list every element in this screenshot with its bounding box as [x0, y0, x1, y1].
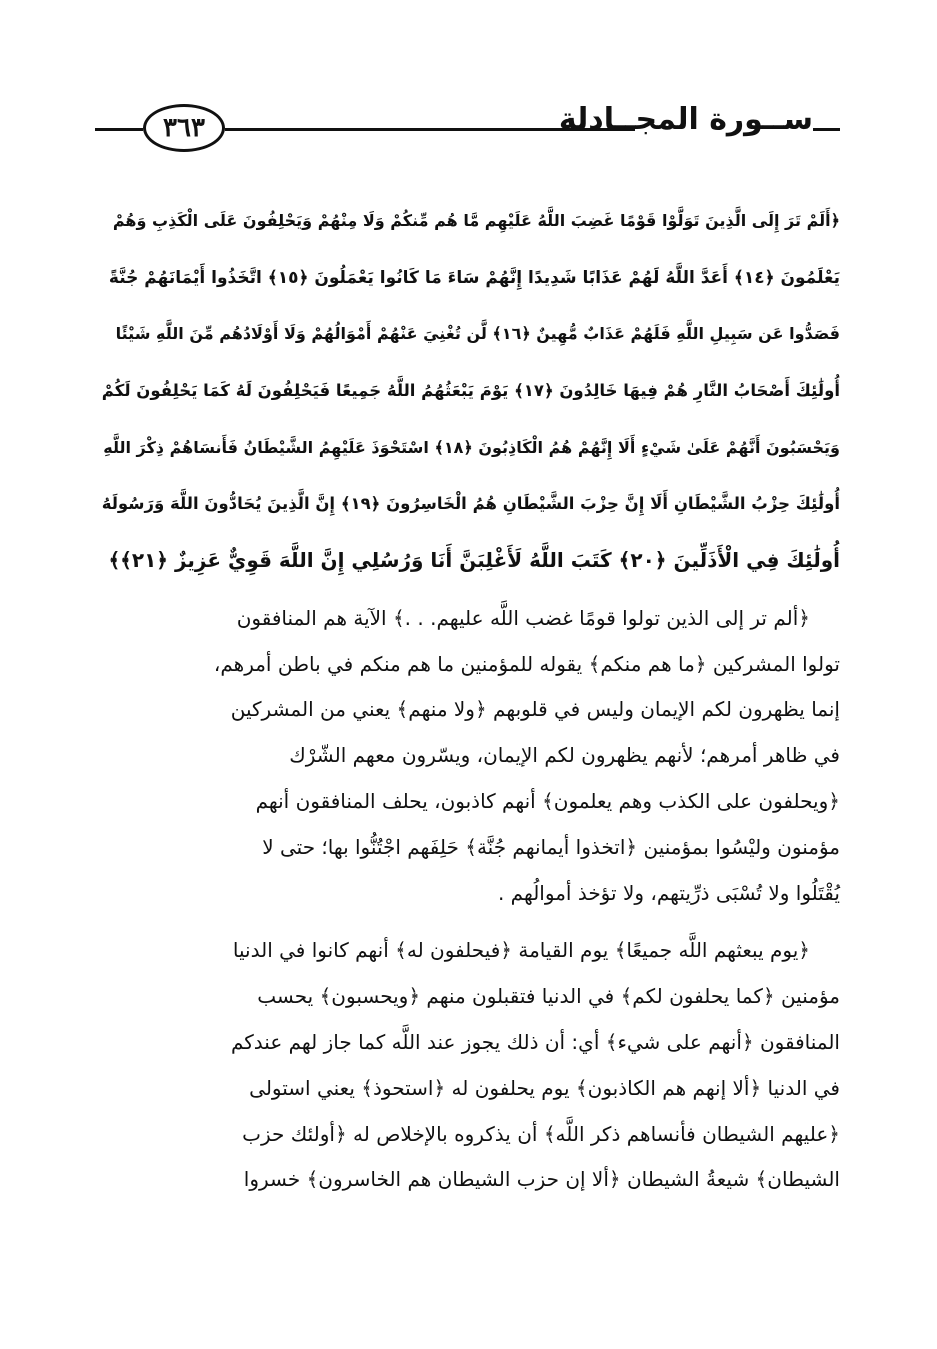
tafsir-paragraph	[95, 595, 840, 916]
tafsir-line: المنافقون ﴿أنهم على شيء﴾ أي: أن ذلك يجوز عند اللَّه كما جاز لهم عندكم	[230, 1030, 840, 1055]
tafsir-line: ﴿ويحلفون على الكذب وهم يعلمون﴾ أنهم كاذبون، يحلف المنافقون أنهم	[255, 789, 840, 814]
tafsir-line: ﴿يوم يبعثهم اللَّه جميعًا﴾ يوم القيامة ﴿فيحلفون له﴾ أنهم كانوا في الدنيا	[232, 938, 810, 963]
tafsir-line: تولوا المشركين ﴿ما هم منكم﴾ يقوله للمؤمنين ما هم منكم في باطن أمرهم،	[213, 651, 840, 676]
header-rule-right	[813, 128, 840, 131]
quran-line: وَيَحْسَبُونَ أَنَّهُمْ عَلَىٰ شَيْءٍ أَلَا إِنَّهُمْ هُمُ الْكَاذِبُونَ ﴿١٨﴾ اسْتَحْوَذَ عَلَيْهِمُ الشَّيْطَانُ فَأَنسَاهُمْ ذِكْرَ اللَّهِ	[103, 437, 840, 457]
tafsir-commentary	[95, 595, 840, 1202]
tafsir-line: مؤمنين ﴿كما يحلفون لكم﴾ في الدنيا فتقبلون منهم ﴿ويحسبون﴾ يحسب	[257, 984, 840, 1009]
header-rule-left	[95, 128, 143, 131]
quran-line: أُولَٰئِكَ فِي الْأَذَلِّينَ ﴿٢٠﴾ كَتَبَ اللَّهُ لَأَغْلِبَنَّ أَنَا وَرُسُلِي إِنَّ اللَّهَ قَوِيٌّ عَزِيزٌ ﴿٢١﴾﴾	[108, 548, 840, 573]
tafsir-paragraph	[95, 928, 840, 1203]
quran-line: يَعْلَمُونَ ﴿١٤﴾ أَعَدَّ اللَّهُ لَهُمْ عَذَابًا شَدِيدًا إِنَّهُمْ سَاءَ مَا كَانُوا يَعْمَلُونَ ﴿١٥﴾ اتَّخَذُوا أَيْمَانَهُمْ جُنَّةً	[108, 267, 840, 288]
tafsir-line: ﴿عليهم الشيطان فأنساهم ذكر اللَّه﴾ أن يذكروه بالإخلاص له ﴿أولئك حزب	[242, 1121, 840, 1146]
page-header	[95, 88, 840, 168]
surah-title: ســورة المجــادلة	[558, 102, 813, 137]
quran-line: ﴿أَلَمْ تَرَ إِلَى الَّذِينَ تَوَلَّوْا قَوْمًا غَضِبَ اللَّهُ عَلَيْهِم مَّا هُم مِّنكُمْ وَلَا مِنْهُمْ وَيَحْلِفُونَ عَلَى الْكَذِبِ وَهُمْ	[112, 210, 840, 230]
quran-line: أُولَٰئِكَ حِزْبُ الشَّيْطَانِ أَلَا إِنَّ حِزْبَ الشَّيْطَانِ هُمُ الْخَاسِرُونَ ﴿١٩﴾ إِنَّ الَّذِينَ يُحَادُّونَ اللَّهَ وَرَسُولَهُ	[101, 494, 840, 514]
page-number: ٣٦٣	[143, 104, 225, 152]
tafsir-line: في الدنيا ﴿ألا إنهم هم الكاذبون﴾ يوم يحلفون له ﴿استحوذ﴾ يعني استولى	[249, 1075, 840, 1100]
tafsir-line: ﴿ألم تر إلى الذين تولوا قومًا غضب اللَّه عليهم. . .﴾ الآية هم المنافقون	[236, 605, 810, 630]
tafsir-line: مؤمنون وليْسُوا بمؤمنين ﴿اتخذوا أيمانهم جُنَّة﴾ حَلِفَهم اجْتُنُّوا بها؛ حتى لا	[262, 834, 840, 859]
tafsir-line: يُقْتَلُوا ولا تُسْبَى ذرِّيتهم، ولا تؤخذ أموالُهم .	[497, 880, 840, 905]
quran-line: فَصَدُّوا عَن سَبِيلِ اللَّهِ فَلَهُمْ عَذَابٌ مُّهِينٌ ﴿١٦﴾ لَّن تُغْنِيَ عَنْهُمْ أَمْوَالُهُمْ وَلَا أَوْلَادُهُم مِّنَ اللَّهِ شَيْئًا	[115, 324, 840, 344]
tafsir-line: في ظاهر أمرهم؛ لأنهم يظهرون لكم الإيمان، ويسّرون معهم الشّرْك	[289, 743, 840, 768]
tafsir-line: الشيطان﴾ شيعةُ الشيطان ﴿ألا إن حزب الشيطان هم الخاسرون﴾ خسروا	[243, 1167, 840, 1192]
paragraph-spacer	[95, 916, 840, 928]
quran-line: أُولَٰئِكَ أَصْحَابُ النَّارِ هُمْ فِيهَا خَالِدُونَ ﴿١٧﴾ يَوْمَ يَبْعَثُهُمُ اللَّهُ جَمِيعًا فَيَحْلِفُونَ لَهُ كَمَا يَحْلِفُونَ لَكُمْ	[101, 380, 840, 400]
quran-verses	[95, 192, 840, 589]
tafsir-line: إنما يظهرون لكم الإيمان وليس في قلوبهم ﴿ولا منهم﴾ يعني من المشركين	[230, 697, 840, 722]
